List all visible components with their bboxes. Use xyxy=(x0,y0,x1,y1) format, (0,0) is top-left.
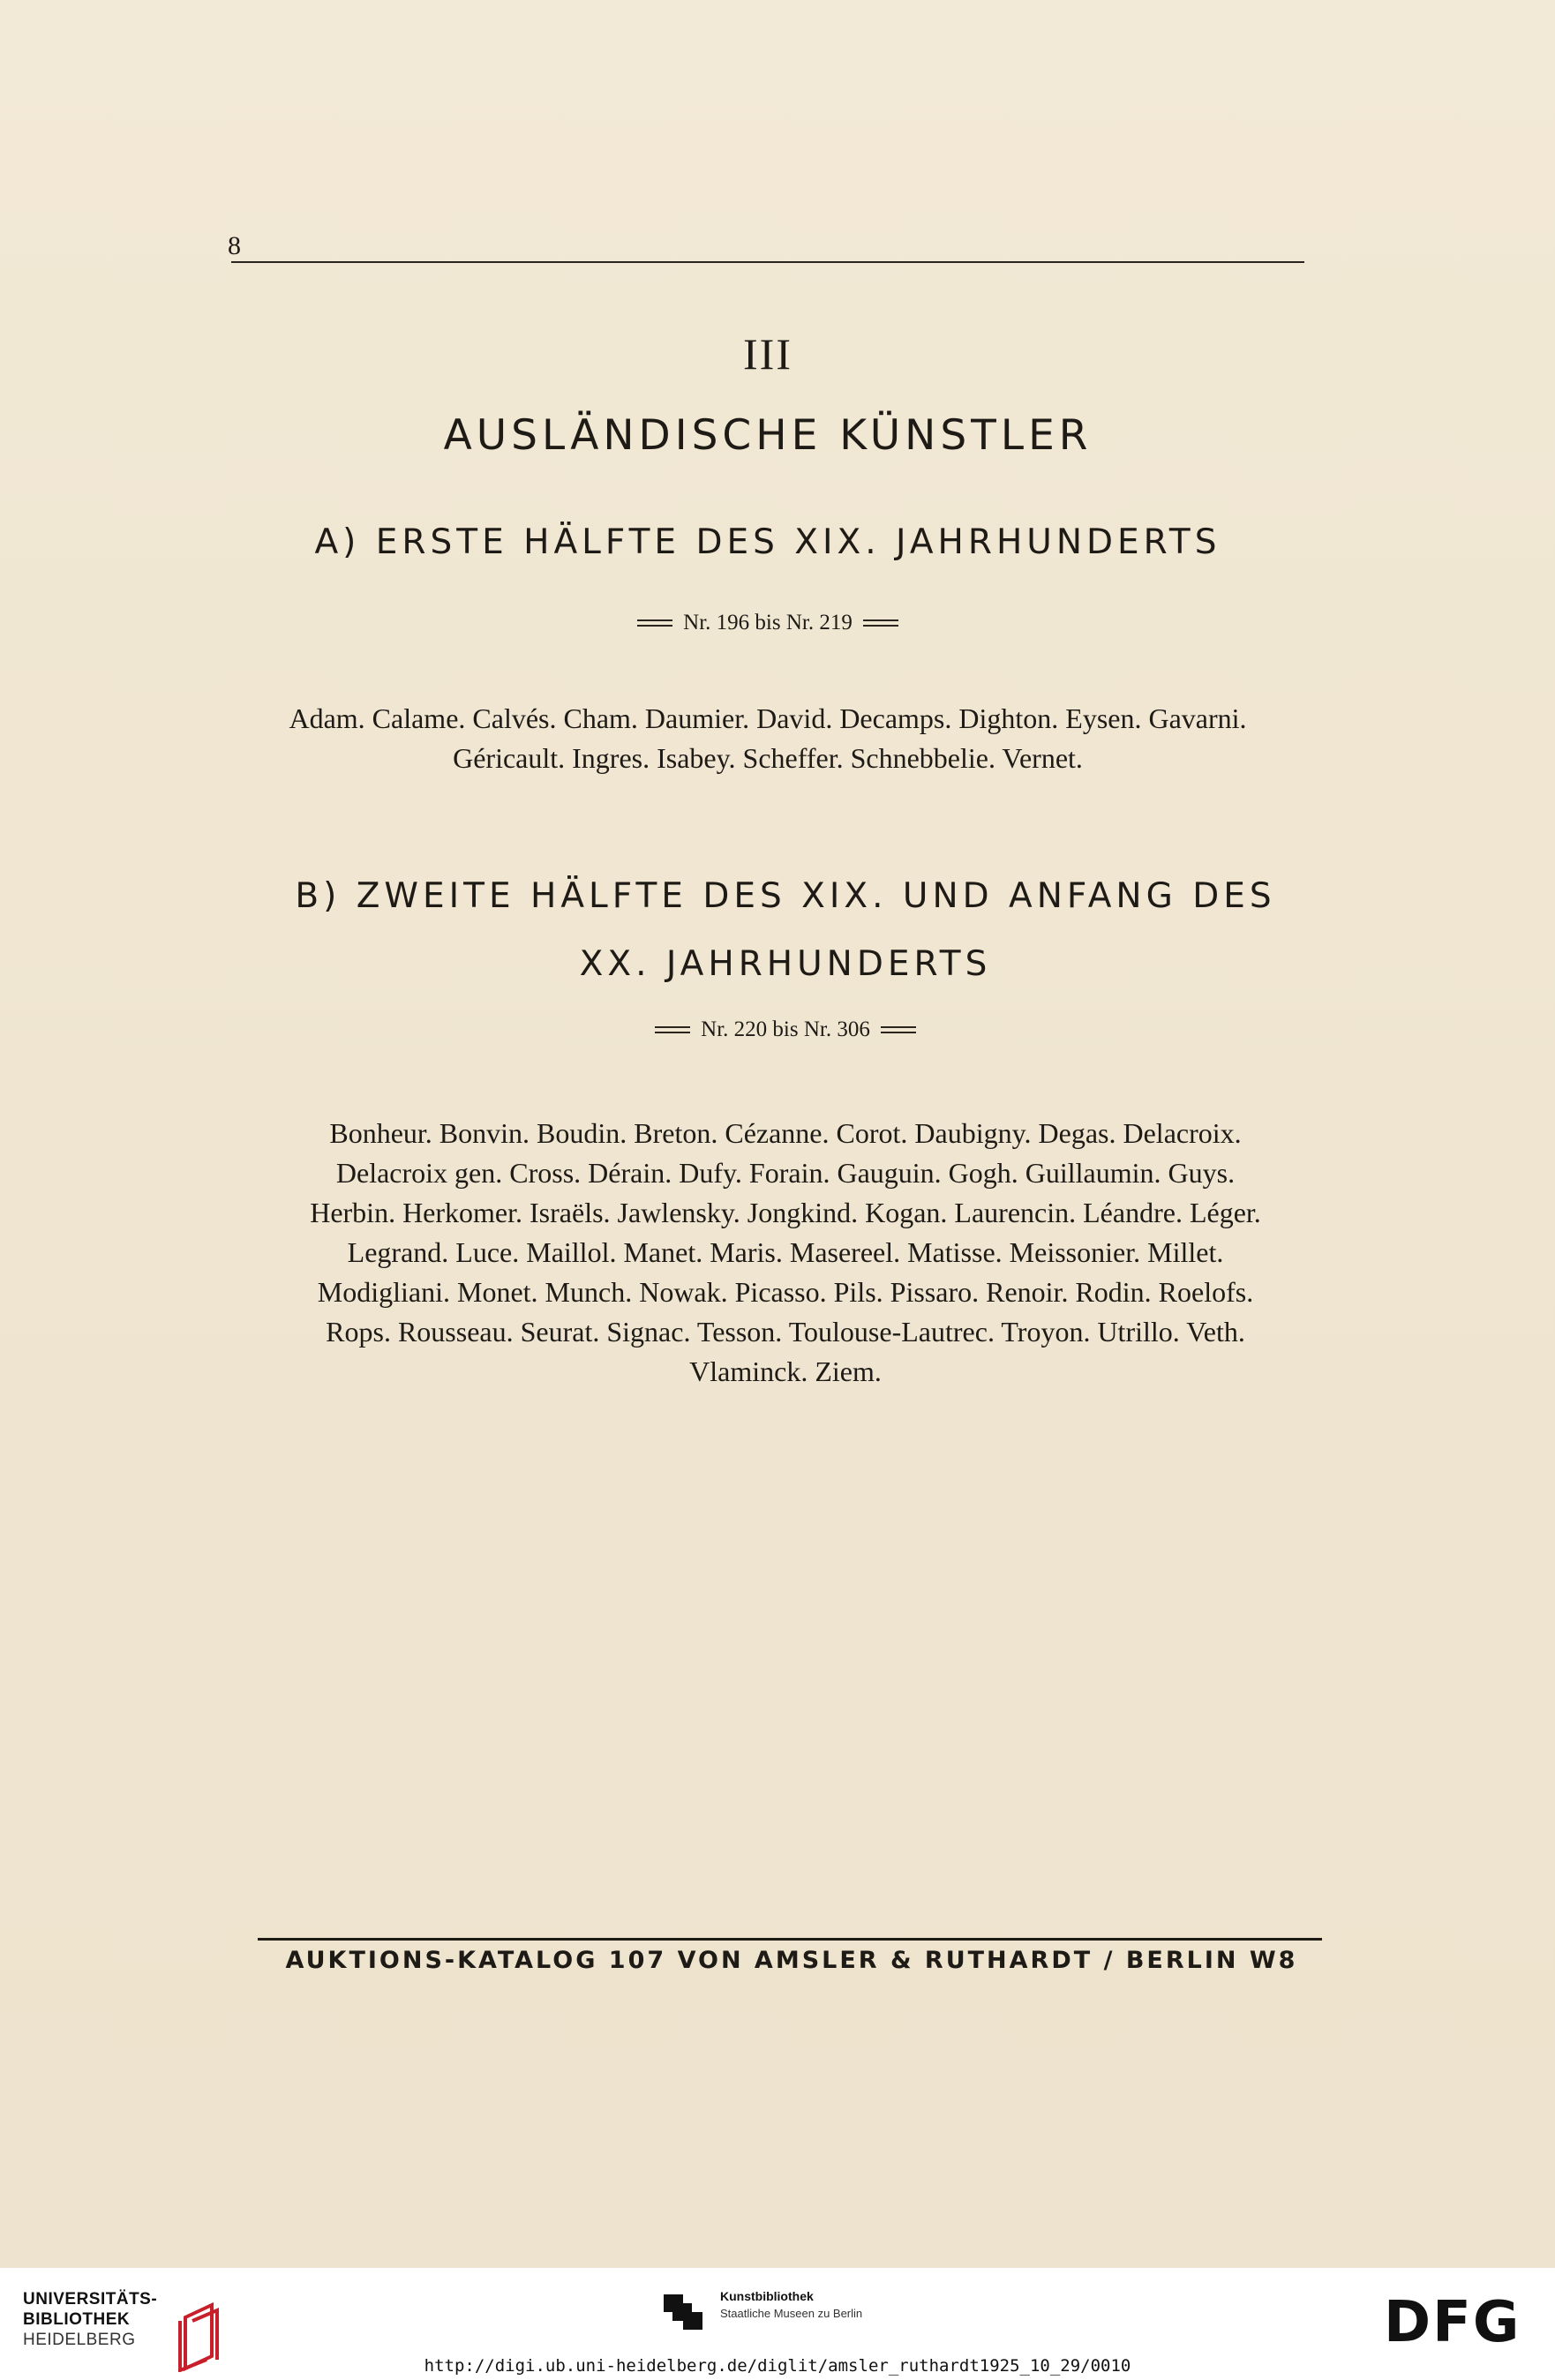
section-b-title-line1: B) ZWEITE HÄLFTE DES XIX. UND ANFANG DES xyxy=(295,876,1276,916)
artist-line: Herbin. Herkomer. Israëls. Jawlensky. Jongkind. Kogan. Laurencin. Léandre. Léger. xyxy=(310,1197,1261,1228)
double-rule-right xyxy=(881,1026,916,1033)
artist-line: Géricault. Ingres. Isabey. Scheffer. Schnebbelie. Vernet. xyxy=(453,742,1083,774)
header-rule xyxy=(231,261,1304,263)
ub-logo-line: UNIVERSITÄTS- xyxy=(23,2290,158,2309)
section-a-range xyxy=(231,611,1304,635)
double-rule-left xyxy=(637,619,672,627)
section-a-range-text: Nr. 196 bis Nr. 219 xyxy=(683,611,853,634)
artist-line: Delacroix gen. Cross. Dérain. Dufy. Forain. Gauguin. Gogh. Guillaumin. Guys. xyxy=(335,1157,1236,1189)
artist-line: Vlaminck. Ziem. xyxy=(689,1355,882,1387)
smb-mark-icon xyxy=(664,2294,706,2330)
double-rule-right xyxy=(863,619,898,627)
section-b-artist-list xyxy=(240,1114,1331,1392)
artist-line: Legrand. Luce. Maillol. Manet. Maris. Masereel. Matisse. Meissonier. Millet. xyxy=(347,1236,1224,1268)
double-rule-left xyxy=(655,1026,690,1033)
artist-line: Rops. Rousseau. Seurat. Signac. Tesson. Toulouse-Lautrec. Troyon. Utrillo. Veth. xyxy=(326,1316,1245,1348)
kb-subtitle: Staatliche Museen zu Berlin xyxy=(720,2307,863,2320)
catalog-footer: AUKTIONS-KATALOG 107 VON AMSLER & RUTHARDT / BERLIN W8 xyxy=(285,1947,1298,1974)
footer-rule xyxy=(258,1938,1322,1941)
artist-line: Adam. Calame. Calvés. Cham. Daumier. David. Decamps. Dighton. Eysen. Gavarni. xyxy=(289,702,1247,734)
permalink-url[interactable]: http://digi.ub.uni-heidelberg.de/diglit/amsler_ruthardt1925_10_29/0010 xyxy=(424,2356,1131,2376)
section-b-range xyxy=(249,1017,1322,1042)
part-numeral: III xyxy=(743,329,793,379)
section-a-artist-list xyxy=(231,699,1304,778)
artist-line: Modigliani. Monet. Munch. Nowak. Picasso. Pils. Pissaro. Renoir. Rodin. Roelofs. xyxy=(317,1276,1254,1308)
university-library-logo[interactable] xyxy=(23,2289,157,2350)
page-number: 8 xyxy=(228,231,241,260)
section-b-title-line2: XX. JAHRHUNDERTS xyxy=(579,944,992,984)
page-title: AUSLÄNDISCHE KÜNSTLER xyxy=(443,411,1093,460)
ub-logo-line: BIBLIOTHEK xyxy=(23,2310,131,2329)
dfg-logo[interactable]: DFG xyxy=(1384,2290,1521,2355)
ub-logo-line: HEIDELBERG xyxy=(23,2331,136,2349)
viewer-footer-bar xyxy=(0,2268,1555,2380)
section-a-title: A) ERSTE HÄLFTE DES XIX. JAHRHUNDERTS xyxy=(314,522,1221,562)
artist-line: Bonheur. Bonvin. Boudin. Breton. Cézanne. Corot. Daubigny. Degas. Delacroix. xyxy=(329,1117,1242,1149)
section-b-range-text: Nr. 220 bis Nr. 306 xyxy=(701,1017,870,1041)
kb-name: Kunstbibliothek xyxy=(720,2289,814,2303)
